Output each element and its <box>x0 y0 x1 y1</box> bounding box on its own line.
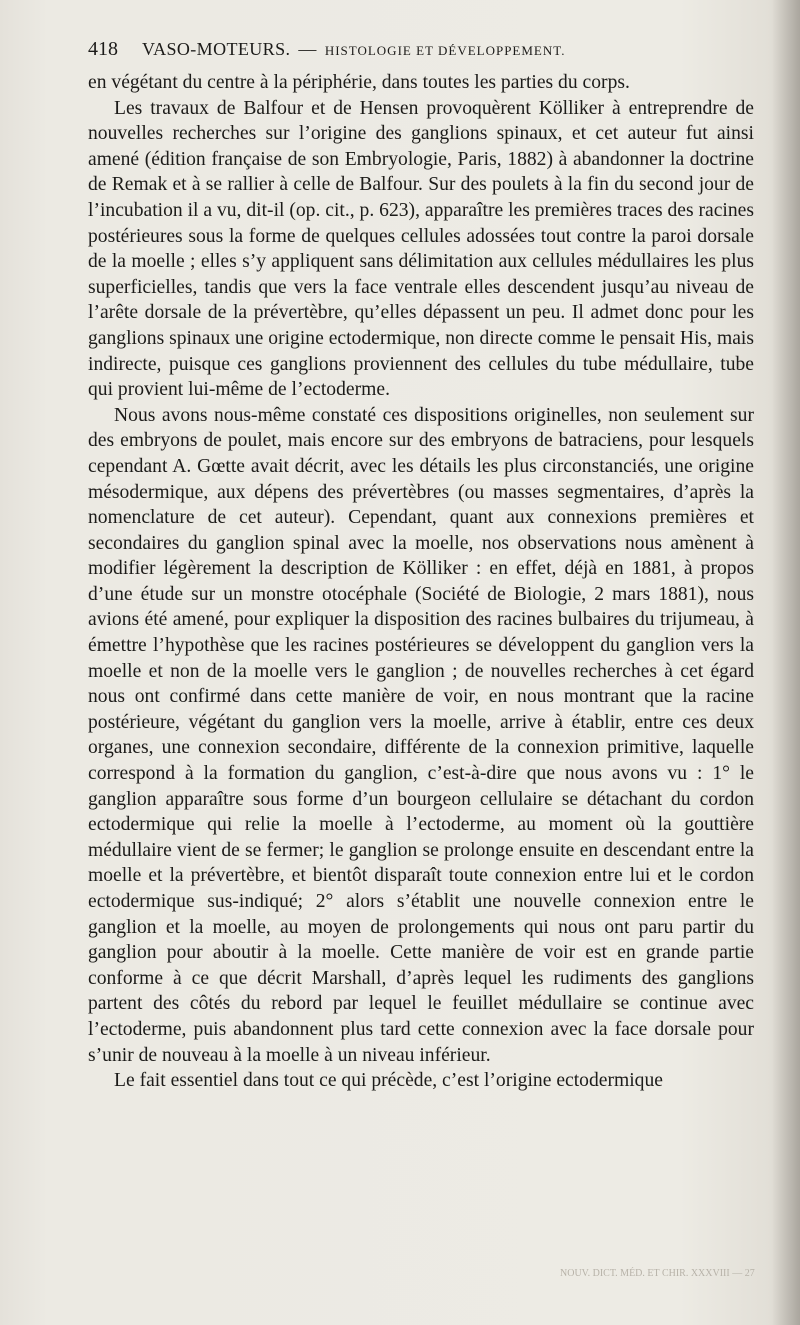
page-edge-shadow <box>772 0 800 1325</box>
running-title-dash: — <box>298 39 317 59</box>
paragraph-observations: Nous avons nous-même constaté ces dispositions originelles, non seulement sur des embryons de poulet, mais encore sur des embryons de batraciens, pour lesquels cependant A. Gœtte avait décrit, avec les détails les plus circonstanciés, une origine mésodermique, aux dépens des prévertèbres (ou masses segmentaires, d’après la nomenclature de cet auteur). Cependant, quant aux connexions premières et secondaires du ganglion spinal avec la moelle, nos observations nous amènent à modifier légèrement la description de Kölliker : en effet, déjà en 1881, à propos d’une étude sur un monstre otocéphale (Société de Biologie, 2 mars 1881), nous avions été amené, pour expliquer la disposition des racines bulbaires du trijumeau, à émettre l’hypothèse que les racines postérieures se développent du ganglion vers la moelle et non de la moelle vers le ganglion ; de nouvelles recherches à cet égard nous ont confirmé dans cette manière de voir, en nous montrant que la racine postérieure, végétant du ganglion vers la moelle, arrive à établir, entre ces deux organes, une connexion secondaire, différente de la connexion primitive, laquelle correspond à la formation du ganglion, c’est-à-dire que nous avons vu : 1° le ganglion apparaître sous forme d’un bourgeon cellulaire se détachant du cordon ectodermique qui relie la moelle à l’ectoderme, au moment où la gouttière médullaire vient de se fermer; le ganglion se prolonge ensuite en descendant entre la moelle et la prévertèbre, et bientôt disparaît toute connexion entre lui et le cordon ectodermique sus-indiqué; 2° alors s’établit une nouvelle connexion entre le ganglion et la moelle, au moyen de prolongements qui nous ont paru partir du ganglion pour aboutir à la moelle. Cette manière de voir est en grande partie conforme à ce que décrit Marshall, d’après lequel les rudiments des ganglions partent des côtés du rebord par lequel le feuillet médullaire se continue avec l’ectoderme, puis abandonnent plus tard cette connexion avec la face dorsale pour s’unir de nouveau à la moelle à un niveau inférieur. <box>88 404 754 1066</box>
paragraph-essential-fact: Le fait essentiel dans tout ce qui précède, c’est l’origine ectodermique <box>114 1070 663 1092</box>
body-text <box>88 70 754 1094</box>
printer-signature: NOUV. DICT. MÉD. ET CHIR. XXXVIII — 27 <box>560 1268 755 1279</box>
running-title-sub: HISTOLOGIE ET DÉVELOPPEMENT. <box>324 43 566 58</box>
running-title <box>142 39 566 60</box>
paragraph-continuation: en végétant du centre à la périphérie, dans toutes les parties du corps. <box>88 72 630 93</box>
page-number: 418 <box>88 38 118 60</box>
running-title-main: VASO-MOTEURS. <box>142 39 291 59</box>
paragraph-kolliker: Les travaux de Balfour et de Hensen provoquèrent Kölliker à entreprendre de nouvelles recherches sur l’origine des ganglions spinaux, et cet auteur fut ainsi amené (édition française de son Embryologie, Paris, 1882) à abandonner la doctrine de Remak et à se rallier à celle de Balfour. Sur des poulets à la fin du second jour de l’incubation il a vu, dit-il (op. cit., p. 623), apparaître les premières traces des racines postérieures sous la forme de quelques cellules adossées tout contre la paroi dorsale de la moelle ; elles s’y appliquent sans délimitation aux cellules médullaires les plus superficielles, tandis que vers la face ventrale elles descendent jusqu’au niveau de l’arête dorsale de la prévertèbre, qu’elles dépassent un peu. Il admet donc pour les ganglions spinaux une origine ectodermique, non directe comme le pensait His, mais indirecte, puisque ces ganglions proviennent des cellules du tube médullaire, tube qui provient lui-même de l’ectoderme. <box>88 97 754 401</box>
running-header <box>88 38 754 61</box>
